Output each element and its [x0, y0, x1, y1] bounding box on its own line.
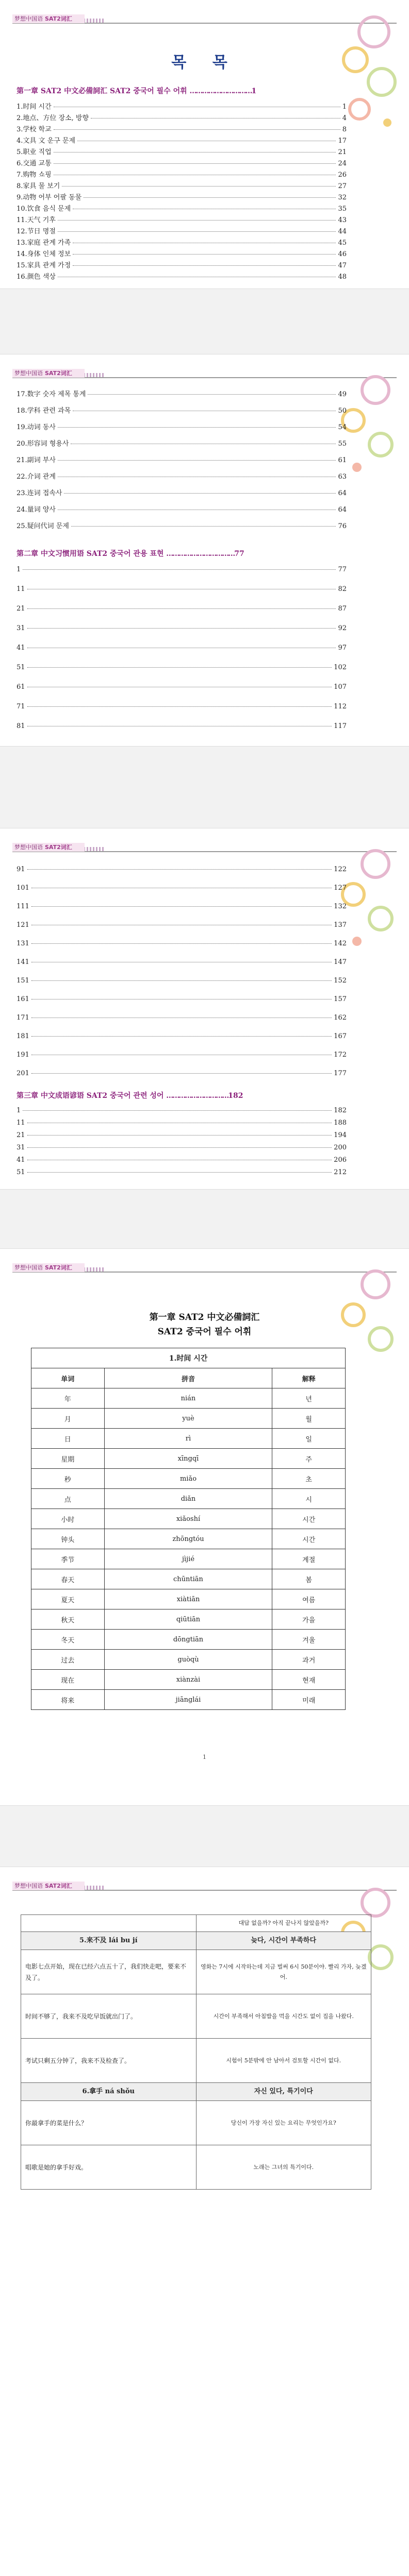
toc-entry-page: 47 — [338, 262, 347, 269]
toc-entry-page: 1 — [342, 103, 347, 111]
table-row — [31, 1409, 346, 1429]
toc-entry-page: 122 — [334, 866, 347, 873]
toc-entry[interactable] — [17, 644, 347, 652]
table-row — [31, 1489, 346, 1509]
toc-entry-page: 45 — [338, 239, 347, 247]
toc-entry[interactable] — [17, 585, 347, 593]
pinyin-cell: miǎo — [104, 1469, 272, 1489]
meaning-cell: 겨울 — [272, 1630, 346, 1650]
toc-entry-title: 20.形容词 형용사 — [17, 440, 69, 448]
word-cell: 钟头 — [31, 1529, 105, 1549]
pinyin-cell: yuè — [104, 1409, 272, 1429]
meaning-cell: 시간 — [272, 1509, 346, 1529]
toc-entry-title: 7.购物 쇼핑 — [17, 171, 52, 179]
toc-entry-page: 27 — [338, 182, 347, 190]
toc-entry[interactable] — [17, 1144, 347, 1151]
pinyin-cell: xiànzài — [104, 1670, 272, 1690]
toc-leader — [58, 231, 336, 232]
toc-leader — [31, 943, 332, 944]
page-examples-1 — [0, 1867, 409, 2576]
page-number: 1 — [203, 1754, 206, 1760]
pinyin-cell: diǎn — [104, 1489, 272, 1509]
table-row — [31, 1569, 346, 1589]
toc-entry[interactable] — [17, 884, 347, 892]
toc-entry-title: 141 — [17, 958, 29, 966]
toc-entry-title: 2.地点、方位 장소, 방향 — [17, 114, 89, 122]
toc-entry-page: 49 — [338, 391, 347, 398]
toc-entry[interactable] — [17, 722, 347, 730]
section-heading: 1.时间 시간 — [31, 1348, 346, 1368]
toc-entry[interactable] — [17, 124, 347, 133]
toc-entry-page: 26 — [338, 171, 347, 179]
word-cell: 小时 — [31, 1509, 105, 1529]
meaning-cell: 현재 — [272, 1670, 346, 1690]
toc-entry-page: 177 — [334, 1070, 347, 1077]
word-cell: 月 — [31, 1409, 105, 1429]
example-row — [21, 2101, 371, 2145]
toc-entry-title: 17.数字 숫자 제목 통계 — [17, 391, 86, 398]
toc-entry-page: 152 — [334, 977, 347, 985]
blank-cell — [21, 1915, 197, 1932]
pinyin-cell: qiūtiān — [104, 1609, 272, 1630]
pinyin-cell: xīngqī — [104, 1449, 272, 1469]
korean-translation: 대답 없을까? 아직 끝나지 않았을까? — [196, 1915, 371, 1932]
toc-entry-page: 107 — [334, 683, 347, 691]
toc-entry-title: 31 — [17, 1144, 25, 1151]
toc-entry-title: 1 — [17, 1107, 21, 1114]
toc-entry[interactable] — [17, 226, 347, 235]
toc-entry-page: 87 — [338, 605, 347, 613]
example-row — [21, 2039, 371, 2083]
toc-chapter-3[interactable]: 第三章 中文成语谚语 SAT2 중국어 관련 성어 …………………………182 — [17, 1092, 243, 1100]
example-table — [21, 1914, 371, 2190]
meaning-cell: 봄 — [272, 1569, 346, 1589]
toc-entry-page: 127 — [334, 884, 347, 892]
page-gap — [0, 1189, 409, 1249]
toc-entry[interactable] — [17, 192, 347, 201]
toc-entry[interactable] — [17, 995, 347, 1003]
toc-chapter-1[interactable]: 第一章 SAT2 中文必備詞汇 SAT2 중국어 필수 어휘 …………………………1 — [17, 87, 257, 95]
brand-logo: 梦想中国语 SAT2词汇 — [12, 369, 85, 378]
toc-entry-page: 142 — [334, 940, 347, 947]
word-cell: 日 — [31, 1429, 105, 1449]
toc-entry[interactable] — [17, 135, 347, 145]
pinyin-cell: dōngtiān — [104, 1630, 272, 1650]
toc-entry-page: 206 — [334, 1156, 347, 1164]
toc-entry-page: 44 — [338, 228, 347, 235]
expression-meaning: 늦다, 시간이 부족하다 — [196, 1932, 371, 1950]
toc-leader — [58, 427, 336, 428]
toc-entry-title: 91 — [17, 866, 25, 873]
toc-entry[interactable] — [17, 624, 347, 632]
toc-entry-title: 51 — [17, 1168, 25, 1176]
toc-entry[interactable] — [17, 112, 347, 122]
chinese-sentence: 时间不够了，我来不及吃早饭就出门了。 — [21, 1994, 197, 2039]
toc-leader — [31, 1036, 332, 1037]
brand-logo: 梦想中国语 SAT2词汇 — [12, 1882, 85, 1890]
column-header: 单词 — [31, 1368, 105, 1388]
toc-leader — [54, 129, 340, 130]
column-header: 拼音 — [104, 1368, 272, 1388]
toc-entry-title: 1 — [17, 566, 21, 573]
chinese-sentence: 电影七点开始，现在已经六点五十了，我们快走吧，要来不及了。 — [21, 1950, 197, 1994]
toc-entry-page: 132 — [334, 903, 347, 910]
toc-leader — [27, 1147, 332, 1148]
toc-leader — [84, 197, 336, 198]
meaning-cell: 일 — [272, 1429, 346, 1449]
toc-entry-page: 117 — [334, 722, 347, 730]
toc-entry-title: 11.天气 기후 — [17, 216, 56, 224]
toc-entry[interactable] — [17, 664, 347, 671]
toc-leader — [27, 1172, 332, 1173]
word-cell: 现在 — [31, 1670, 105, 1690]
toc-entry-title: 5.职业 직업 — [17, 148, 52, 156]
toc-entry-title: 8.家具 물 보기 — [17, 182, 60, 190]
example-row — [21, 2145, 371, 2190]
table-row — [31, 1589, 346, 1609]
korean-translation: 노래는 그녀의 특기이다. — [196, 2145, 371, 2190]
toc-entry[interactable] — [17, 158, 347, 167]
table-row — [31, 1690, 346, 1710]
word-cell: 过去 — [31, 1650, 105, 1670]
chinese-sentence: 你最拿手的菜是什么？ — [21, 2101, 197, 2145]
page-gap — [0, 746, 409, 828]
toc-leader — [73, 254, 336, 255]
toc-entry-page: 24 — [338, 160, 347, 167]
meaning-cell: 월 — [272, 1409, 346, 1429]
toc-entry[interactable] — [17, 1070, 347, 1077]
toc-entry-page: 92 — [338, 624, 347, 632]
toc-entry-title: 3.学校 학교 — [17, 126, 52, 133]
pinyin-cell: xiǎoshí — [104, 1509, 272, 1529]
table-row — [31, 1388, 346, 1409]
toc-entry[interactable] — [17, 260, 347, 269]
table-row — [31, 1609, 346, 1630]
toc-entry-page: 77 — [338, 566, 347, 573]
toc-entry[interactable] — [17, 1131, 347, 1139]
toc-entry[interactable] — [17, 1156, 347, 1164]
chinese-sentence: 考试只剩五分钟了，我来不及检查了。 — [21, 2039, 197, 2083]
word-cell: 年 — [31, 1388, 105, 1409]
toc-entry-page: 194 — [334, 1131, 347, 1139]
pinyin-cell: jiānglái — [104, 1690, 272, 1710]
toc-leader — [27, 869, 332, 870]
toc-entry-title: 14.身体 인체 정보 — [17, 250, 71, 258]
toc-entry[interactable] — [17, 146, 347, 156]
toc-entry[interactable] — [17, 405, 347, 415]
expression-heading: 5.来不及 lái bu jí — [21, 1932, 197, 1950]
toc-entry-title: 12.节日 명절 — [17, 228, 56, 235]
toc-entry-page: 64 — [338, 506, 347, 514]
toc-entry-title: 10.饮食 음식 문제 — [17, 205, 71, 213]
toc-leader — [27, 706, 332, 707]
toc-entry[interactable] — [17, 248, 347, 258]
table-row — [31, 1429, 346, 1449]
word-cell: 秋天 — [31, 1609, 105, 1630]
toc-entry-page: 54 — [338, 423, 347, 431]
page-gap — [0, 1805, 409, 1867]
expression-heading-row — [21, 2083, 371, 2101]
table-row — [31, 1469, 346, 1489]
toc-entry[interactable] — [17, 958, 347, 966]
toc-entry-title: 191 — [17, 1051, 29, 1059]
toc-entry-title: 22.介词 관계 — [17, 473, 56, 481]
toc-entry-title: 23.连词 접속사 — [17, 489, 62, 497]
toc-entry-title: 161 — [17, 995, 29, 1003]
toc-entry-title: 121 — [17, 921, 29, 929]
toc-leader — [58, 220, 336, 221]
toc-entry-title: 9.动物 어부 어팔 동물 — [17, 194, 82, 201]
meaning-cell: 여름 — [272, 1589, 346, 1609]
toc-leader — [31, 1073, 332, 1074]
chinese-sentence: 唱歌是她的拿手好戏。 — [21, 2145, 197, 2190]
pinyin-cell: xiàtiān — [104, 1589, 272, 1609]
toc-entry-title: 15.家具 관계 가정 — [17, 262, 71, 269]
toc-entry[interactable] — [17, 940, 347, 947]
toc-entry-title: 111 — [17, 903, 29, 910]
toc-entry-page: 61 — [338, 456, 347, 464]
column-header: 解释 — [272, 1368, 346, 1388]
expression-heading: 6.拿手 ná shǒu — [21, 2083, 197, 2101]
toc-entry-page: 167 — [334, 1032, 347, 1040]
toc-entry[interactable] — [17, 903, 347, 910]
example-row — [21, 1950, 371, 1994]
toc-entry-title: 16.颜色 색상 — [17, 273, 56, 281]
toc-entry[interactable] — [17, 703, 347, 710]
pinyin-cell: guòqù — [104, 1650, 272, 1670]
toc-entry[interactable] — [17, 566, 347, 573]
toc-entry[interactable] — [17, 1107, 347, 1114]
page-toc-2 — [0, 354, 409, 746]
toc-entry[interactable] — [17, 977, 347, 985]
toc-entry-page: 50 — [338, 407, 347, 415]
toc-entry-title: 4.文具 文 운구 문제 — [17, 137, 76, 145]
toc-entry-page: 82 — [338, 585, 347, 593]
toc-entry-title: 19.动词 동사 — [17, 423, 56, 431]
toc-entry-page: 112 — [334, 703, 347, 710]
toc-entry-page: 172 — [334, 1051, 347, 1059]
toc-entry-title: 151 — [17, 977, 29, 985]
korean-translation: 시간이 부족해서 아침밥을 먹을 시간도 없이 집을 나왔다. — [196, 1994, 371, 2039]
meaning-cell: 년 — [272, 1388, 346, 1409]
toc-entry-page: 200 — [334, 1144, 347, 1151]
pinyin-cell: zhōngtóu — [104, 1529, 272, 1549]
toc-entry-title: 18.学科 관련 과목 — [17, 407, 71, 415]
word-cell: 冬天 — [31, 1630, 105, 1650]
toc-title: 목 목 — [171, 54, 238, 72]
expression-meaning: 자신 있다, 특기이다 — [196, 2083, 371, 2101]
toc-leader — [27, 628, 336, 629]
vocabulary-table — [31, 1348, 346, 1710]
brand-logo: 梦想中国语 SAT2词汇 — [12, 843, 85, 852]
toc-entry[interactable] — [17, 237, 347, 247]
meaning-cell: 시 — [272, 1489, 346, 1509]
toc-entry-title: 21 — [17, 1131, 25, 1139]
toc-entry[interactable] — [17, 487, 347, 497]
toc-leader — [64, 493, 336, 494]
brand-logo: 梦想中国语 SAT2词汇 — [12, 1263, 85, 1272]
page-toc-3 — [0, 828, 409, 1189]
toc-entry-title: 24.量词 양사 — [17, 506, 56, 514]
toc-leader — [27, 608, 336, 609]
meaning-cell: 계절 — [272, 1549, 346, 1569]
brand-logo: 梦想中国语 SAT2词汇 — [12, 14, 85, 23]
pinyin-cell: jìjié — [104, 1549, 272, 1569]
toc-entry[interactable] — [17, 1014, 347, 1022]
toc-entry[interactable] — [17, 471, 347, 481]
word-cell: 点 — [31, 1489, 105, 1509]
toc-entry-title: 1.时间 시간 — [17, 103, 52, 111]
toc-entry-page: 188 — [334, 1119, 347, 1127]
toc-entry[interactable] — [17, 1051, 347, 1059]
meaning-cell: 주 — [272, 1449, 346, 1469]
toc-entry-title: 81 — [17, 722, 25, 730]
toc-entry[interactable] — [17, 454, 347, 464]
toc-entry-title: 13.家庭 관계 가족 — [17, 239, 71, 247]
toc-entry-title: 41 — [17, 644, 25, 652]
word-cell: 将来 — [31, 1690, 105, 1710]
toc-entry[interactable] — [17, 203, 347, 213]
toc-leader — [71, 526, 336, 527]
toc-entry-page: 212 — [334, 1168, 347, 1176]
toc-entry-title: 71 — [17, 703, 25, 710]
toc-entry[interactable] — [17, 921, 347, 929]
toc-entry-title: 31 — [17, 624, 25, 632]
toc-entry-page: 21 — [338, 148, 347, 156]
toc-entry[interactable] — [17, 388, 347, 398]
toc-entry[interactable] — [17, 214, 347, 224]
toc-entry-page: 32 — [338, 194, 347, 201]
meaning-cell: 가을 — [272, 1609, 346, 1630]
toc-entry-page: 76 — [338, 522, 347, 530]
toc-chapter-2[interactable]: 第二章 中文习惯用语 SAT2 중국어 관용 표현 ……………………………77 — [17, 550, 244, 558]
table-row — [31, 1630, 346, 1650]
toc-entry-page: 43 — [338, 216, 347, 224]
toc-leader — [23, 1110, 332, 1111]
table-row — [31, 1670, 346, 1690]
toc-entry-page: 182 — [334, 1107, 347, 1114]
word-cell: 夏天 — [31, 1589, 105, 1609]
korean-translation: 당신이 가장 자신 있는 요리는 무엇인가요? — [196, 2101, 371, 2145]
toc-entry[interactable] — [17, 605, 347, 613]
toc-leader — [27, 1135, 332, 1136]
pinyin-cell: nián — [104, 1388, 272, 1409]
toc-entry-title: 171 — [17, 1014, 29, 1022]
page-toc-1 — [0, 0, 409, 289]
table-row — [31, 1449, 346, 1469]
toc-entry-page: 147 — [334, 958, 347, 966]
toc-entry[interactable] — [17, 438, 347, 448]
toc-entry[interactable] — [17, 271, 347, 281]
toc-entry-page: 102 — [334, 664, 347, 671]
toc-entry-page: 35 — [338, 205, 347, 213]
toc-leader — [23, 569, 336, 570]
toc-entry[interactable] — [17, 504, 347, 514]
table-row — [31, 1549, 346, 1569]
toc-entry-page: 55 — [338, 440, 347, 448]
toc-entry-title: 51 — [17, 664, 25, 671]
toc-entry-title: 11 — [17, 585, 25, 593]
toc-entry-page: 46 — [338, 250, 347, 258]
toc-leader — [31, 906, 332, 907]
toc-entry-title: 25.疑问代词 문제 — [17, 522, 69, 530]
page-vocabulary — [0, 1249, 409, 1805]
toc-entry-page: 97 — [338, 644, 347, 652]
meaning-cell: 시간 — [272, 1529, 346, 1549]
toc-entry-page: 48 — [338, 273, 347, 281]
toc-entry-title: 21.副词 부사 — [17, 456, 56, 464]
table-row — [31, 1650, 346, 1670]
toc-entry-title: 61 — [17, 683, 25, 691]
meaning-cell: 과거 — [272, 1650, 346, 1670]
expression-heading-row — [21, 1932, 371, 1950]
toc-entry[interactable] — [17, 866, 347, 873]
toc-entry[interactable] — [17, 683, 347, 691]
toc-leader — [27, 667, 332, 668]
toc-leader — [54, 163, 336, 164]
toc-entry-title: 131 — [17, 940, 29, 947]
toc-entry-page: 64 — [338, 489, 347, 497]
table-row — [31, 1529, 346, 1549]
example-row — [21, 1994, 371, 2039]
page-gap — [0, 289, 409, 354]
toc-entry-page: 137 — [334, 921, 347, 929]
meaning-cell: 초 — [272, 1469, 346, 1489]
toc-entry[interactable] — [17, 180, 347, 190]
toc-entry[interactable] — [17, 1032, 347, 1040]
toc-entry-title: 21 — [17, 605, 25, 613]
toc-entry-title: 181 — [17, 1032, 29, 1040]
chapter-subtitle: SAT2 중국어 필수 어휘 — [157, 1327, 252, 1337]
toc-entry-page: 162 — [334, 1014, 347, 1022]
toc-leader — [88, 394, 336, 395]
toc-entry-page: 4 — [342, 114, 347, 122]
pinyin-cell: chūntiān — [104, 1569, 272, 1589]
pinyin-cell: rì — [104, 1429, 272, 1449]
toc-leader — [58, 460, 336, 461]
toc-leader — [62, 186, 336, 187]
word-cell: 秒 — [31, 1469, 105, 1489]
toc-entry[interactable] — [17, 1119, 347, 1127]
meaning-cell: 미래 — [272, 1690, 346, 1710]
toc-leader — [73, 265, 336, 266]
toc-entry-page: 157 — [334, 995, 347, 1003]
toc-entry-title: 101 — [17, 884, 29, 892]
korean-translation: 영화는 7시에 시작하는데 지금 벌써 6시 50분이야. 빨리 가자, 늦겠어. — [196, 1950, 371, 1994]
toc-entry[interactable] — [17, 1168, 347, 1176]
toc-entry-page: 17 — [338, 137, 347, 145]
word-cell: 季节 — [31, 1549, 105, 1569]
toc-entry[interactable] — [17, 520, 347, 530]
toc-entry-title: 11 — [17, 1119, 25, 1127]
table-row — [31, 1509, 346, 1529]
toc-entry-title: 6.交通 교통 — [17, 160, 52, 167]
toc-entry[interactable] — [17, 169, 347, 179]
toc-leader — [31, 980, 332, 981]
korean-translation: 시험이 5분밖에 안 남아서 검토할 시간이 없다. — [196, 2039, 371, 2083]
toc-entry-title: 201 — [17, 1070, 29, 1077]
toc-entry-page: 63 — [338, 473, 347, 481]
word-cell: 星期 — [31, 1449, 105, 1469]
toc-entry[interactable] — [17, 101, 347, 111]
toc-entry[interactable] — [17, 421, 347, 431]
toc-entry-title: 41 — [17, 1156, 25, 1164]
toc-entry-page: 8 — [342, 126, 347, 133]
word-cell: 春天 — [31, 1569, 105, 1589]
chapter-title: 第一章 SAT2 中文必備詞汇 — [149, 1312, 260, 1323]
